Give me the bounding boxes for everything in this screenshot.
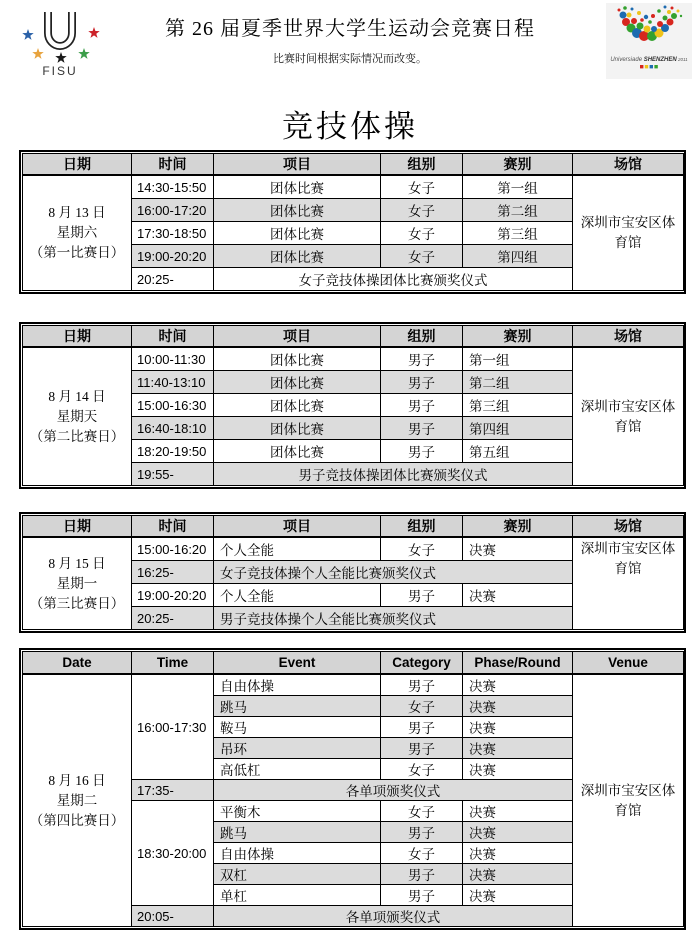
phase-cell: 第四组 (463, 245, 573, 268)
column-header-0: 日期 (23, 154, 132, 176)
category-cell: 男子 (381, 885, 463, 906)
time-cell: 18:30-20:00 (132, 801, 214, 906)
category-cell: 女子 (381, 759, 463, 780)
sport-section-title: 竞技体操 (282, 109, 418, 144)
venue-cell: 深圳市宝安区体育馆 (573, 537, 684, 630)
date-line: （第四比赛日） (29, 812, 125, 828)
category-cell: 男子 (381, 347, 463, 371)
event-cell: 单杠 (214, 885, 381, 906)
time-cell: 16:40-18:10 (132, 417, 214, 440)
event-cell: 团体比赛 (214, 371, 381, 394)
event-cell: 自由体操 (214, 674, 381, 696)
time-cell: 17:30-18:50 (132, 222, 214, 245)
column-header-5: 场馆 (573, 326, 684, 348)
event-cell: 团体比赛 (214, 222, 381, 245)
ceremony-cell: 女子竞技体操团体比赛颁奖仪式 (214, 268, 573, 291)
fisu-label: FISU (42, 64, 78, 78)
event-cell: 平衡木 (214, 801, 381, 822)
time-cell: 16:00-17:30 (132, 674, 214, 780)
fisu-logo (14, 6, 106, 78)
event-cell: 团体比赛 (214, 347, 381, 371)
event-cell: 团体比赛 (214, 245, 381, 268)
time-cell: 16:00-17:20 (132, 199, 214, 222)
phase-cell: 第三组 (463, 222, 573, 245)
category-cell: 女子 (381, 696, 463, 717)
phase-cell: 决赛 (463, 738, 573, 759)
schedule-table-day-1 (19, 150, 686, 294)
category-cell: 男子 (381, 717, 463, 738)
category-cell: 男子 (381, 371, 463, 394)
column-header-3: 组别 (381, 326, 463, 348)
phase-cell: 第一组 (463, 347, 573, 371)
date-line: （第一比赛日） (29, 245, 125, 260)
date-line: （第三比赛日） (29, 595, 125, 611)
phase-cell: 决赛 (463, 717, 573, 738)
category-cell: 女子 (381, 222, 463, 245)
column-header-1: 时间 (132, 326, 214, 348)
venue-cell: 深圳市宝安区体育馆 (573, 674, 684, 927)
event-cell: 团体比赛 (214, 417, 381, 440)
event-cell: 个人全能 (214, 584, 381, 607)
phase-cell: 决赛 (463, 843, 573, 864)
column-header-3: 组别 (381, 154, 463, 176)
phase-cell: 决赛 (463, 674, 573, 696)
fisu-star-blue (22, 29, 33, 40)
date-line: 8 月 16 日 (48, 772, 106, 788)
column-header-1: Time (132, 652, 214, 675)
event-cell: 团体比赛 (214, 175, 381, 199)
universiade-caption: Universiade SHENZHEN 2011 (610, 57, 688, 63)
column-header-2: Event (214, 652, 381, 675)
column-header-1: 时间 (132, 516, 214, 538)
column-header-2: 项目 (214, 154, 381, 176)
time-cell: 15:00-16:20 (132, 537, 214, 561)
date-line: 星期二 (56, 792, 98, 808)
phase-cell: 决赛 (463, 864, 573, 885)
event-cell: 鞍马 (214, 717, 381, 738)
category-cell: 男子 (381, 417, 463, 440)
date-line: 8 月 15 日 (48, 555, 106, 571)
date-cell (23, 674, 132, 927)
time-cell: 20:05- (132, 906, 214, 927)
column-header-4: 赛别 (463, 326, 573, 348)
phase-cell: 第四组 (463, 417, 573, 440)
date-line: （第二比赛日） (29, 428, 125, 444)
event-cell: 团体比赛 (214, 440, 381, 463)
category-cell: 女子 (381, 537, 463, 561)
category-cell: 女子 (381, 199, 463, 222)
time-cell: 20:25- (132, 607, 214, 630)
schedule-table-day-4 (19, 648, 686, 930)
column-header-4: Phase/Round (463, 652, 573, 675)
schedule-table-day-2 (19, 322, 686, 489)
document-subtitle: 比赛时间根据实际情况而改变。 (273, 53, 427, 65)
phase-cell: 第二组 (463, 371, 573, 394)
date-line: 星期一 (56, 575, 98, 591)
phase-cell: 第一组 (463, 175, 573, 199)
ceremony-cell: 女子竞技体操个人全能比赛颁奖仪式 (214, 561, 573, 584)
column-header-0: 日期 (23, 326, 132, 348)
event-cell: 吊环 (214, 738, 381, 759)
time-cell: 10:00-11:30 (132, 347, 214, 371)
category-cell: 男子 (381, 394, 463, 417)
event-cell: 团体比赛 (214, 199, 381, 222)
category-cell: 男子 (381, 674, 463, 696)
document-title: 第 26 届夏季世界大学生运动会竞赛日程 (165, 18, 535, 40)
category-cell: 女子 (381, 843, 463, 864)
time-cell: 19:55- (132, 463, 214, 486)
time-cell: 20:25- (132, 268, 214, 291)
category-cell: 男子 (381, 738, 463, 759)
category-cell: 女子 (381, 245, 463, 268)
event-cell: 自由体操 (214, 843, 381, 864)
time-cell: 19:00-20:20 (132, 245, 214, 268)
schedule-row (23, 537, 684, 561)
date-line: 星期天 (56, 408, 98, 424)
event-cell: 跳马 (214, 696, 381, 717)
phase-cell: 决赛 (463, 801, 573, 822)
phase-cell: 决赛 (463, 584, 573, 607)
column-header-5: 场馆 (573, 154, 684, 176)
date-line: 8 月 13 日 (48, 205, 106, 220)
phase-cell: 决赛 (463, 537, 573, 561)
column-header-3: Category (381, 652, 463, 675)
universiade-logo-graphic (606, 3, 692, 79)
ceremony-cell: 各单项颁奖仪式 (214, 780, 573, 801)
category-cell: 男子 (381, 584, 463, 607)
time-cell: 11:40-13:10 (132, 371, 214, 394)
column-header-5: Venue (573, 652, 684, 675)
time-cell: 15:00-16:30 (132, 394, 214, 417)
phase-cell: 第二组 (463, 199, 573, 222)
schedule-row (23, 674, 684, 696)
date-cell (23, 537, 132, 630)
category-cell: 女子 (381, 801, 463, 822)
date-line: 8 月 14 日 (48, 388, 106, 404)
event-cell: 团体比赛 (214, 394, 381, 417)
column-header-4: 赛别 (463, 516, 573, 538)
universiade-u-dots (618, 6, 683, 42)
time-cell: 19:00-20:20 (132, 584, 214, 607)
column-header-4: 赛别 (463, 154, 573, 176)
schedule-table-day-3 (19, 512, 686, 633)
universiade-mini-mark (640, 65, 658, 68)
column-header-0: 日期 (23, 516, 132, 538)
fisu-logo-graphic (14, 6, 106, 78)
time-cell: 16:25- (132, 561, 214, 584)
date-line: 星期六 (56, 225, 98, 240)
schedule-row (23, 347, 684, 371)
phase-cell: 决赛 (463, 759, 573, 780)
event-cell: 双杠 (214, 864, 381, 885)
date-cell (23, 175, 132, 291)
phase-cell: 决赛 (463, 822, 573, 843)
event-cell: 跳马 (214, 822, 381, 843)
event-cell: 高低杠 (214, 759, 381, 780)
fisu-star-red (88, 27, 99, 38)
phase-cell: 第三组 (463, 394, 573, 417)
category-cell: 男子 (381, 864, 463, 885)
phase-cell: 第五组 (463, 440, 573, 463)
column-header-2: 项目 (214, 516, 381, 538)
column-header-2: 项目 (214, 326, 381, 348)
universiade-shenzhen-logo (606, 3, 692, 79)
category-cell: 女子 (381, 175, 463, 199)
column-header-5: 场馆 (573, 516, 684, 538)
phase-cell: 决赛 (463, 696, 573, 717)
category-cell: 男子 (381, 822, 463, 843)
time-cell: 17:35- (132, 780, 214, 801)
ceremony-cell: 男子竞技体操个人全能比赛颁奖仪式 (214, 607, 573, 630)
column-header-1: 时间 (132, 154, 214, 176)
schedule-row (23, 175, 684, 199)
venue-cell: 深圳市宝安区体育馆 (573, 175, 684, 291)
time-cell: 14:30-15:50 (132, 175, 214, 199)
ceremony-cell: 各单项颁奖仪式 (214, 906, 573, 927)
time-cell: 18:20-19:50 (132, 440, 214, 463)
ceremony-cell: 男子竞技体操团体比赛颁奖仪式 (214, 463, 573, 486)
venue-cell: 深圳市宝安区体育馆 (573, 347, 684, 486)
column-header-3: 组别 (381, 516, 463, 538)
category-cell: 男子 (381, 440, 463, 463)
column-header-0: Date (23, 652, 132, 675)
date-cell (23, 347, 132, 486)
phase-cell: 决赛 (463, 885, 573, 906)
event-cell: 个人全能 (214, 537, 381, 561)
